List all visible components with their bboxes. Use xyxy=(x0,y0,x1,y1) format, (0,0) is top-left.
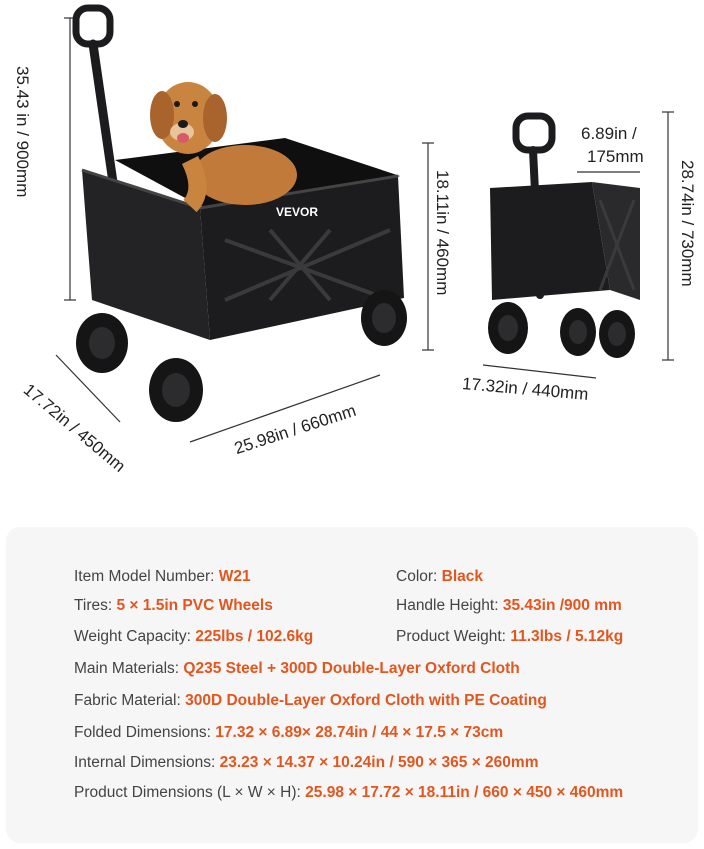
spec-weight-capacity: Weight Capacity: 225lbs / 102.6kg xyxy=(74,628,314,645)
dim-length: 25.98in / 660mm xyxy=(232,400,359,459)
spec-fabric-material: Fabric Material: 300D Double-Layer Oxford Cloth with PE Coating xyxy=(74,692,547,709)
spec-model: Item Model Number: W21 xyxy=(74,568,251,585)
spec-tires: Tires: 5 × 1.5in PVC Wheels xyxy=(74,597,273,614)
brand-logo: VEVOR xyxy=(276,205,319,219)
dim-folded-width: 17.32in / 440mm xyxy=(461,374,590,404)
spec-internal-dimensions: Internal Dimensions: 23.23 × 14.37 × 10.24in / 590 × 365 × 260mm xyxy=(74,754,539,771)
spec-folded-dimensions: Folded Dimensions: 17.32 × 6.89× 28.74in / 44 × 17.5 × 73cm xyxy=(74,724,504,741)
spec-handle-height: Handle Height: 35.43in /900 mm xyxy=(396,597,622,614)
dim-body-height: 18.11in / 460mm xyxy=(433,170,452,296)
dim-depth: 17.72in / 450mm xyxy=(19,380,130,476)
spec-main-materials: Main Materials: Q235 Steel + 300D Double-Layer Oxford Cloth xyxy=(74,660,520,677)
dim-folded-thickness-mm: 175mm xyxy=(587,147,644,166)
wagon-unfolded xyxy=(76,8,407,422)
dim-folded-height: 28.74in / 730mm xyxy=(678,160,697,287)
spec-product-dimensions: Product Dimensions (L × W × H): 25.98 × 17.72 × 18.11in / 660 × 450 × 460mm xyxy=(74,784,624,801)
dim-height-unfolded: 35.43 in / 900mm xyxy=(13,66,32,198)
spec-color: Color: Black xyxy=(396,568,484,585)
spec-product-weight: Product Weight: 11.3lbs / 5.12kg xyxy=(396,628,624,645)
dim-folded-thickness-in: 6.89in / xyxy=(581,124,637,143)
